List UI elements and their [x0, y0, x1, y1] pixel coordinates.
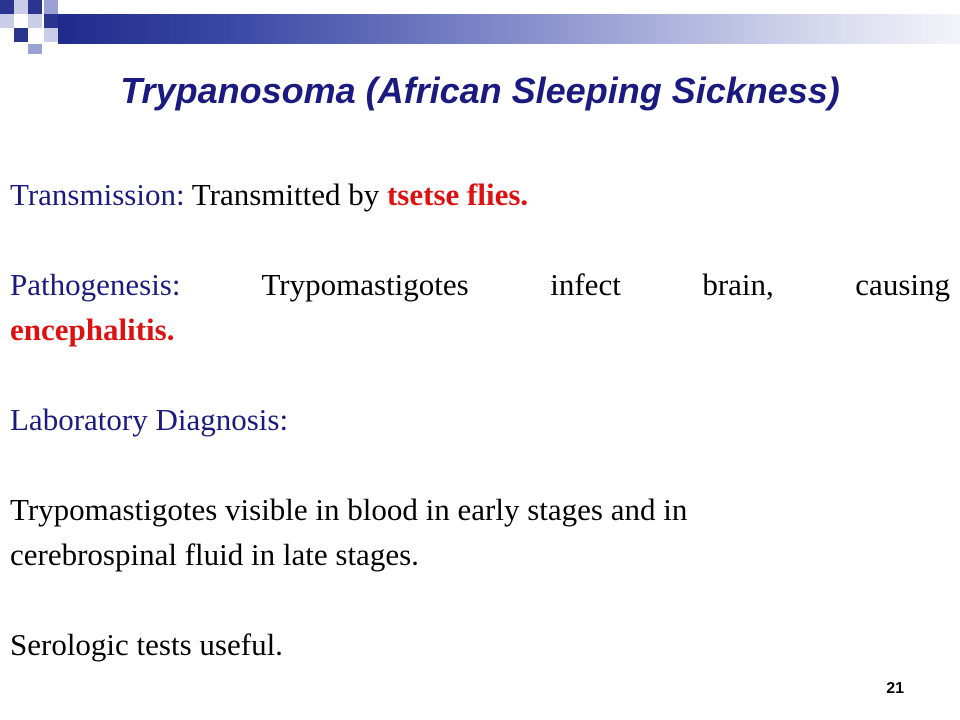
transmission-paragraph	[10, 172, 950, 217]
diagnosis-paragraph	[10, 487, 950, 577]
pathogenesis-label: Pathogenesis:	[10, 267, 181, 302]
transmission-highlight: tsetse flies.	[386, 177, 529, 212]
serologic-paragraph: Serologic tests useful.	[10, 627, 283, 662]
header-bar	[58, 14, 960, 44]
pathogenesis-paragraph	[10, 262, 950, 352]
pathogenesis-text: Trypomastigotes infect brain, causing	[180, 267, 950, 302]
transmission-label: Transmission:	[10, 177, 185, 212]
pathogenesis-highlight: encephalitis.	[10, 312, 175, 347]
pathogenesis-line	[10, 262, 950, 307]
slide-title: Trypanosoma (African Sleeping Sickness)	[120, 70, 840, 111]
diagnosis-line-2: cerebrospinal fluid in late stages.	[10, 537, 419, 572]
lab-diagnosis-label: Laboratory Diagnosis:	[10, 402, 289, 437]
diagnosis-line-1: Trypomastigotes visible in blood in early stages and in	[10, 492, 688, 527]
transmission-text: Transmitted by	[184, 177, 387, 212]
page-number: 21	[886, 680, 904, 697]
lab-diagnosis-paragraph	[10, 397, 950, 442]
slide-body	[10, 172, 950, 667]
